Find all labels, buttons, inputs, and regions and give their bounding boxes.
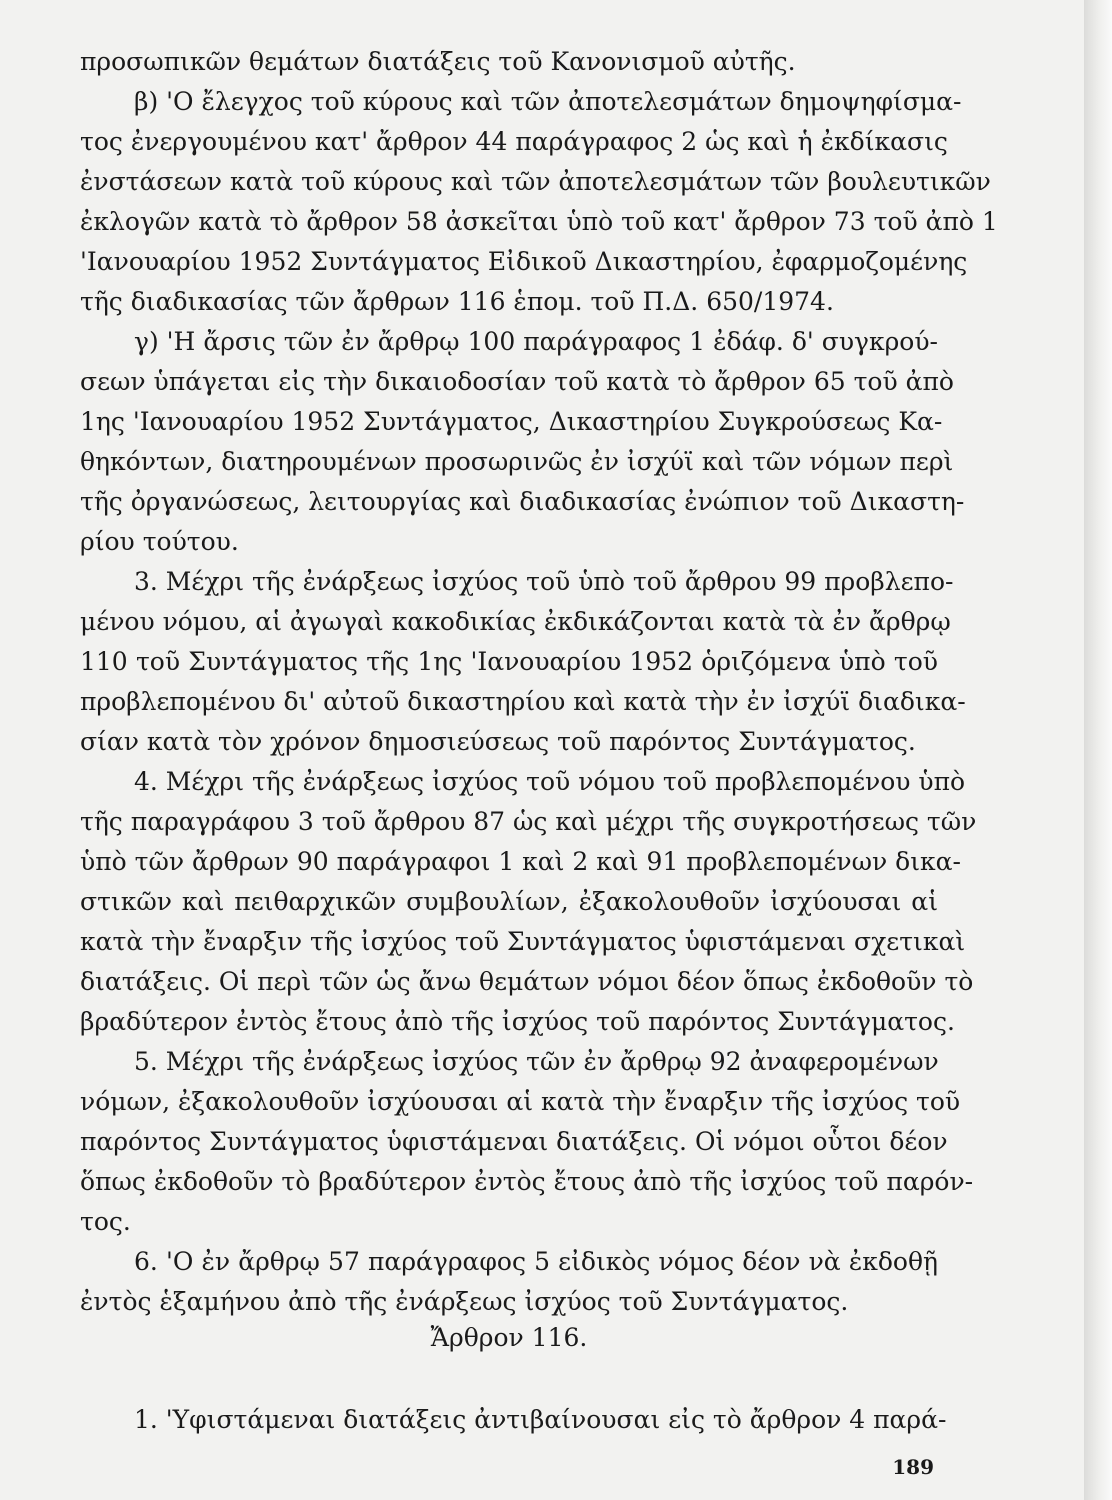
page-number: 189: [892, 1455, 934, 1479]
text-line: 3. Μέχρι τῆς ἐνάρξεως ἰσχύος τοῦ ὑπὸ τοῦ ἄρθρου 99 προβλεπο-: [134, 567, 954, 596]
text-line: τος ἐνεργουμένου κατ' ἄρθρον 44 παράγραφος 2 ὡς καὶ ἡ ἐκδίκασις: [80, 127, 948, 156]
text-line: διατάξεις. Οἱ περὶ τῶν ὡς ἄνω θεμάτων νόμοι δέον ὅπως ἐκδοθοῦν τὸ: [80, 967, 974, 996]
text-line: σεων ὑπάγεται εἰς τὴν δικαιοδοσίαν τοῦ κατὰ τὸ ἄρθρον 65 τοῦ ἀπὸ: [80, 367, 954, 396]
text-line: ρίου τούτου.: [80, 527, 239, 556]
text-line: τῆς ὀργανώσεως, λειτουργίας καὶ διαδικασίας ἐνώπιον τοῦ Δικαστη-: [80, 487, 965, 516]
text-line: ὑπὸ τῶν ἄρθρων 90 παράγραφοι 1 καὶ 2 καὶ 91 προβλεπομένων δικα-: [80, 847, 961, 876]
text-line: 4. Μέχρι τῆς ἐνάρξεως ἰσχύος τοῦ νόμου τοῦ προβλεπομένου ὑπὸ: [134, 767, 966, 796]
text-line: τῆς παραγράφου 3 τοῦ ἄρθρου 87 ὡς καὶ μέχρι τῆς συγκροτήσεως τῶν: [80, 807, 977, 836]
text-line: στικῶν καὶ πειθαρχικῶν συμβουλίων, ἐξακολουθοῦν ἰσχύουσαι αἱ: [80, 887, 938, 916]
text-line: θηκόντων, διατηρουμένων προσωρινῶς ἐν ἰσχύϊ καὶ τῶν νόμων περὶ: [80, 447, 954, 476]
text-line: προβλεπομένου δι' αὐτοῦ δικαστηρίου καὶ κατὰ τὴν ἐν ἰσχύϊ διαδικα-: [80, 687, 966, 716]
article-heading: Ἄρθρον 116.: [430, 1323, 588, 1352]
text-line: 5. Μέχρι τῆς ἐνάρξεως ἰσχύος τῶν ἐν ἄρθρῳ 92 ἀναφερομένων: [134, 1047, 939, 1076]
text-line: τῆς διαδικασίας τῶν ἄρθρων 116 ἑπομ. τοῦ Π.Δ. 650/1974.: [80, 287, 834, 316]
text-line: κατὰ τὴν ἔναρξιν τῆς ἰσχύος τοῦ Συντάγματος ὑφιστάμεναι σχετικαὶ: [80, 927, 966, 956]
text-line: 110 τοῦ Συντάγματος τῆς 1ης 'Ιανουαρίου 1952 ὁριζόμενα ὑπὸ τοῦ: [80, 647, 938, 676]
text-line: νόμων, ἐξακολουθοῦν ἰσχύουσαι αἱ κατὰ τὴν ἔναρξιν τῆς ἰσχύος τοῦ: [80, 1087, 961, 1116]
text-line: βραδύτερον ἐντὸς ἔτους ἀπὸ τῆς ἰσχύος τοῦ παρόντος Συντάγματος.: [80, 1007, 955, 1036]
page-edge-shadow: [1084, 0, 1112, 1500]
text-line: 1ης 'Ιανουαρίου 1952 Συντάγματος, Δικαστηρίου Συγκρούσεως Κα-: [80, 407, 943, 436]
text-line: ἐντὸς ἑξαμήνου ἀπὸ τῆς ἐνάρξεως ἰσχύος τοῦ Συντάγματος.: [80, 1287, 849, 1316]
text-line: σίαν κατὰ τὸν χρόνον δημοσιεύσεως τοῦ παρόντος Συντάγματος.: [80, 727, 916, 756]
text-line: 'Ιανουαρίου 1952 Συντάγματος Εἰδικοῦ Δικαστηρίου, ἐφαρμοζομένης: [80, 247, 968, 276]
text-line: 1. 'Υφιστάμεναι διατάξεις ἀντιβαίνουσαι εἰς τὸ ἄρθρον 4 παρά-: [134, 1405, 947, 1434]
text-line: ἐνστάσεων κατὰ τοῦ κύρους καὶ τῶν ἀποτελεσμάτων τῶν βουλευτικῶν: [80, 167, 991, 196]
text-line: 6. 'Ο ἐν ἄρθρῳ 57 παράγραφος 5 εἰδικὸς νόμος δέον νὰ ἐκδοθῇ: [134, 1247, 938, 1276]
text-line: β) 'Ο ἔλεγχος τοῦ κύρους καὶ τῶν ἀποτελεσμάτων δημοψηφίσμα-: [134, 87, 962, 116]
text-line: παρόντος Συντάγματος ὑφιστάμεναι διατάξεις. Οἱ νόμοι οὗτοι δέον: [80, 1127, 948, 1156]
text-line: προσωπικῶν θεμάτων διατάξεις τοῦ Κανονισμοῦ αὐτῆς.: [80, 47, 796, 76]
text-line: μένου νόμου, αἱ ἀγωγαὶ κακοδικίας ἐκδικάζονται κατὰ τὰ ἐν ἄρθρῳ: [80, 607, 951, 636]
text-line: ἐκλογῶν κατὰ τὸ ἄρθρον 58 ἀσκεῖται ὑπὸ τοῦ κατ' ἄρθρον 73 τοῦ ἀπὸ 1: [80, 207, 998, 236]
text-line: τος.: [80, 1207, 131, 1236]
text-line: ὅπως ἐκδοθοῦν τὸ βραδύτερον ἐντὸς ἔτους ἀπὸ τῆς ἰσχύος τοῦ παρόν-: [80, 1167, 974, 1196]
text-line: γ) 'Η ἄρσις τῶν ἐν ἄρθρῳ 100 παράγραφος 1 ἐδάφ. δ' συγκρού-: [134, 327, 938, 356]
